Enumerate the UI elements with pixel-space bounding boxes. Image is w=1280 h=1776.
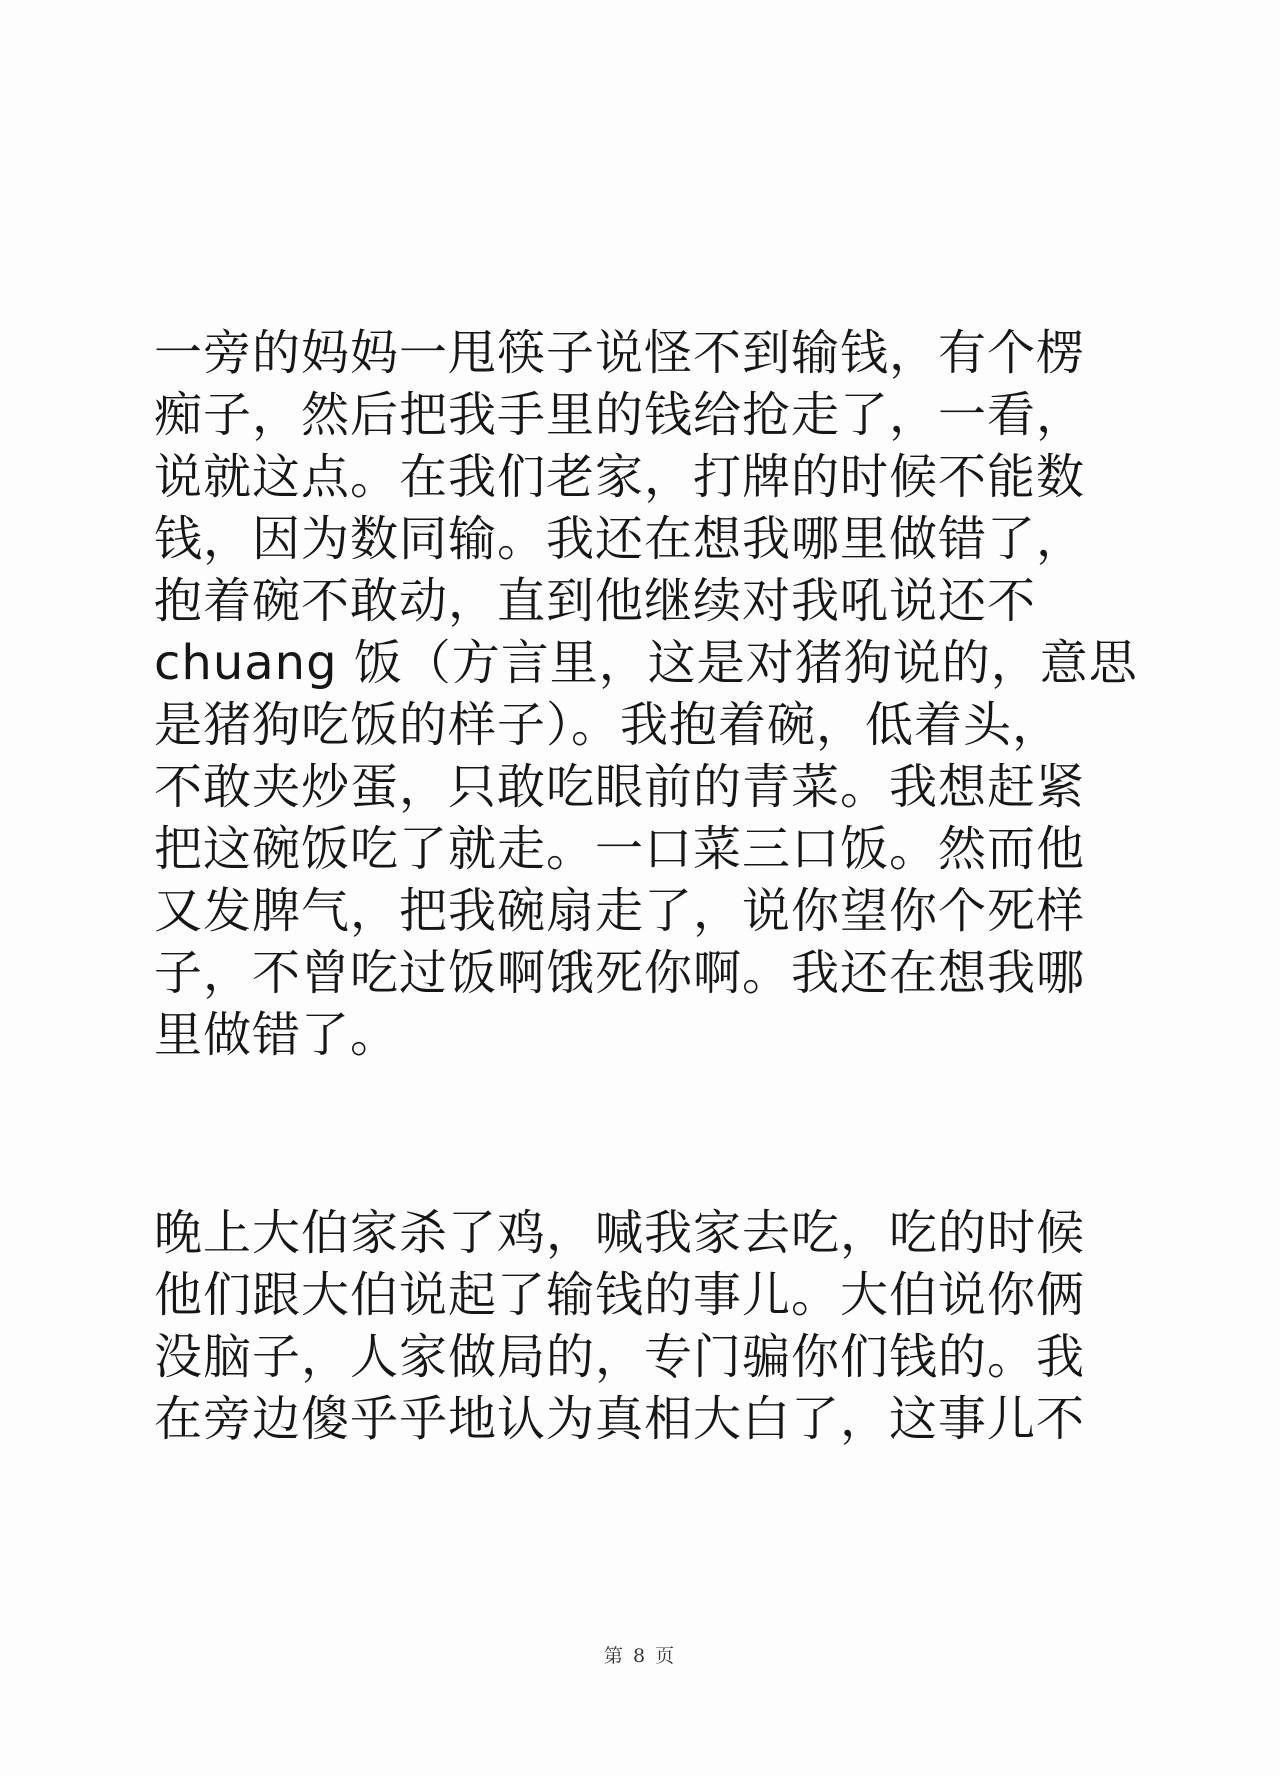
paragraph-1: [154, 322, 1138, 1066]
text-line: 晚上大伯家杀了鸡，喊我家去吃，吃的时候: [154, 1205, 1086, 1261]
text-line: 痴子，然后把我手里的钱给抢走了，一看，: [154, 387, 1086, 443]
text-line: chuang 饭（方言里，这是对猪狗说的，意思: [154, 635, 1138, 691]
text-line: 不敢夹炒蛋，只敢吃眼前的青菜。我想赶紧: [154, 759, 1086, 815]
page-number: 第 8 页: [603, 1645, 677, 1667]
text-line: 说就这点。在我们老家，打牌的时候不能数: [154, 449, 1086, 505]
text-line: 没脑子，人家做局的，专门骗你们钱的。我: [154, 1329, 1086, 1385]
text-line: 是猪狗吃饭的样子）。我抱着碗，低着头，: [154, 697, 1062, 753]
text-line: 里做错了。: [154, 1007, 400, 1063]
text-line: 把这碗饭吃了就走。一口菜三口饭。然而他: [154, 821, 1086, 877]
text-line: 钱，因为数同输。我还在想我哪里做错了，: [154, 511, 1086, 567]
text-line: 一旁的妈妈一甩筷子说怪不到输钱，有个楞: [154, 325, 1086, 381]
text-line: 他们跟大伯说起了输钱的事儿。大伯说你俩: [154, 1267, 1086, 1323]
paragraph-2: [154, 1202, 1129, 1450]
text-line: 在旁边傻乎乎地认为真相大白了，这事儿不: [154, 1391, 1086, 1447]
text-line: 抱着碗不敢动，直到他继续对我吼说还不: [154, 573, 1037, 629]
text-line: 子，不曾吃过饭啊饿死你啊。我还在想我哪: [154, 945, 1086, 1001]
text-line: 又发脾气，把我碗扇走了，说你望你个死样: [154, 883, 1086, 939]
